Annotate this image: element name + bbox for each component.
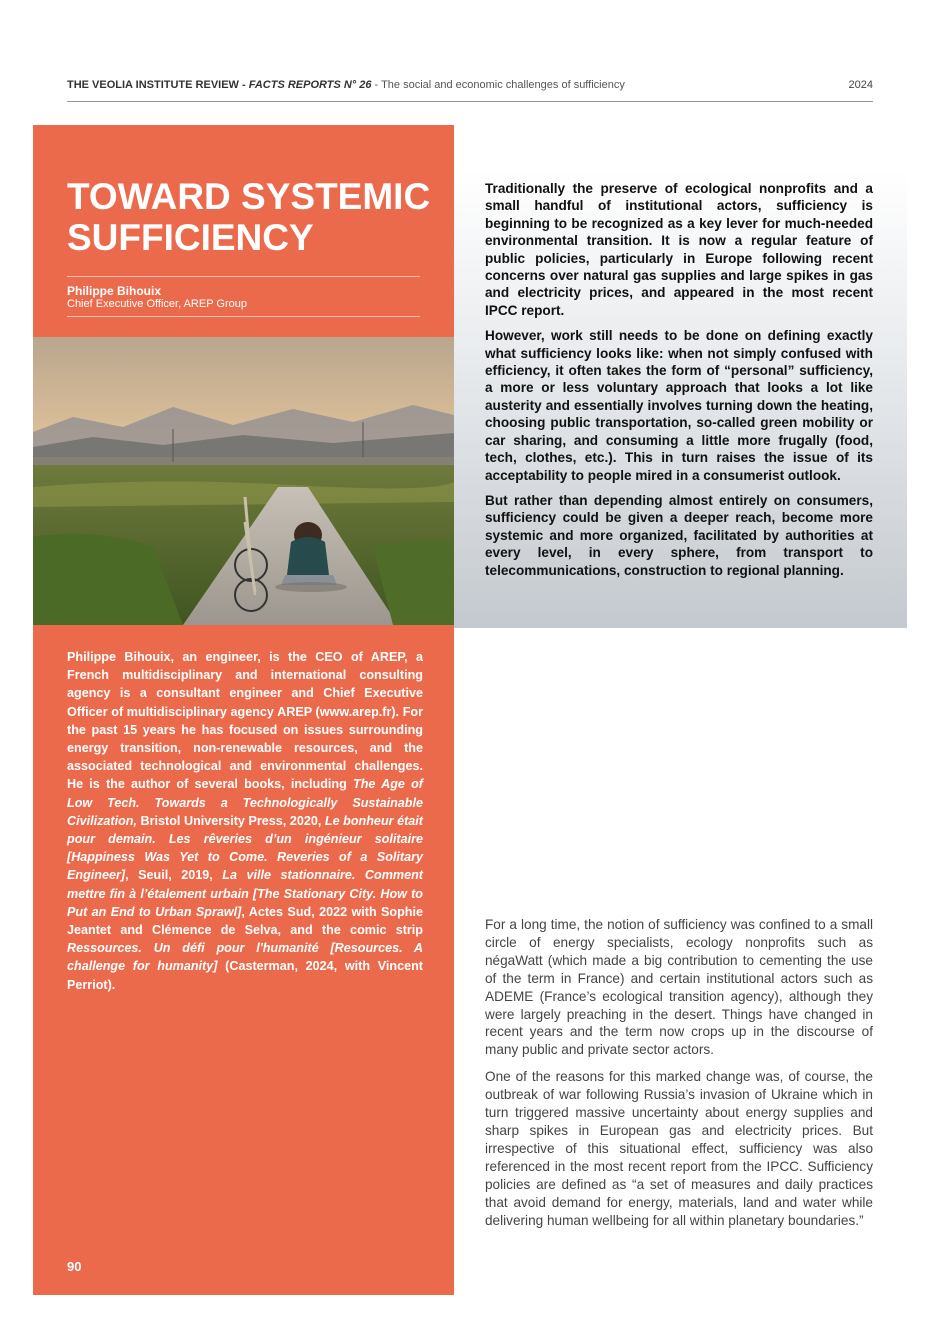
book-title: Le bonheur était pour demain. Les rêveries d’un ingénieur solitaire [Happiness Was Yet to Come. Reveries of a Solitary Engineer]	[67, 813, 423, 883]
lead-paragraph: But rather than depending almost entirely on consumers, sufficiency could be given a deeper reach, become more systemic and more organized, facilitated by authorities at every level, in every sphere, from transport to telecommunications, construction to regional planning.	[485, 492, 873, 578]
body-text	[485, 916, 873, 1238]
header-subtitle: - The social and economic challenges of sufficiency	[371, 79, 625, 91]
lead-paragraph: Traditionally the preserve of ecological nonprofits and a small handful of institutional actors, sufficiency is beginning to be recognized as a key lever for much-needed environmental transition. It is now a regular feature of public policies, particularly in Europe following recent concerns over natural gas supplies and large spikes in gas and electricity prices, and appeared in the most recent IPCC report.	[485, 181, 873, 318]
header-divider	[67, 101, 873, 102]
book-title: Ressources. Un défi pour l'humanité [Resources. A challenge for humanity]	[67, 941, 423, 974]
article-photo	[33, 337, 454, 625]
running-header	[67, 79, 873, 91]
page-number: 90	[67, 1259, 82, 1274]
header-year: 2024	[848, 79, 873, 91]
report-number: FACTS REPORTS N° 26	[248, 79, 372, 91]
body-paragraph: One of the reasons for this marked change was, of course, the outbreak of war following Russia’s invasion of Ukraine which in turn triggered massive uncertainty about energy supplies and sharp spikes in European gas and electricity prices. But irrespective of this situational effect, sufficiency was also referenced in the most recent report from the IPCC. Sufficiency policies are defined as “a set of measures and daily practices that avoid demand for energy, materials, land and water while delivering human wellbeing for all within planetary boundaries.”	[485, 1069, 873, 1228]
lead-text	[485, 180, 873, 587]
title-divider	[67, 276, 420, 277]
lead-paragraph: However, work still needs to be done on defining exactly what sufficiency looks like: when not simply confused with efficiency, it often takes the form of “personal” sufficiency, a more or less voluntary approach that looks a lot like austerity and essentially involves turning down the heating, choosing public transportation, so-called green mobility or car sharing, and consuming a little more frugally (food, tech, clothes, etc.). This in turn raises the issue of its acceptability to people mired in a consumerist outlook.	[485, 328, 873, 483]
author-role: Chief Executive Officer, AREP Group	[67, 298, 247, 310]
body-paragraph: For a long time, the notion of sufficiency was confined to a small circle of energy specialists, ecology nonprofits such as négaWatt (which made a big contribution to cementing the use of the term in France) and certain institutional actors such as ADEME (France’s ecological transition agency), although they were largely preaching in the desert. Things have changed in recent years and the term now crops up in the discourse of many public and private sector actors.	[485, 917, 873, 1058]
book-title: The Age of Low Tech. Towards a Technologically Sustainable Civilization,	[67, 777, 423, 828]
author-bio: Philippe Bihouix, an engineer, is the CEO of AREP, a French multidisciplinary and international consulting agency is a consultant engineer and Chief Executive Officer of multidisciplinary agency AREP (www.arep.fr). For the past 15 years he has focused on issues surrounding energy transition, non-renewable resources, and the associated technological and environmental challenges. He is the author of several books, including The Age of Low Tech. Towards a Technologically Sustainable Civilization, Bristol University Press, 2020, Le bonheur était pour demain. Les rêveries d’un ingénieur solitaire [Happiness Was Yet to Come. Reveries of a Solitary Engineer], Seuil, 2019, La ville stationnaire. Comment mettre fin à l’étalement urbain [The Stationary City. How to Put an End to Urban Sprawl], Actes Sud, 2022 with Sophie Jeantet and Clémence de Selva, and the comic strip Ressources. Un défi pour l'humanité [Resources. A challenge for humanity] (Casterman, 2024, with Vincent Perriot).	[67, 650, 424, 992]
author-divider	[67, 316, 420, 317]
publication-name: THE VEOLIA INSTITUTE REVIEW -	[67, 79, 246, 91]
book-title: La ville stationnaire. Comment mettre fin à l’étalement urbain [The Stationary City. How to Put an End to Urban Sprawl]	[67, 868, 424, 919]
article-title: TOWARD SYSTEMIC SUFFICIENCY	[67, 176, 431, 258]
author-name: Philippe Bihouix	[67, 284, 162, 298]
